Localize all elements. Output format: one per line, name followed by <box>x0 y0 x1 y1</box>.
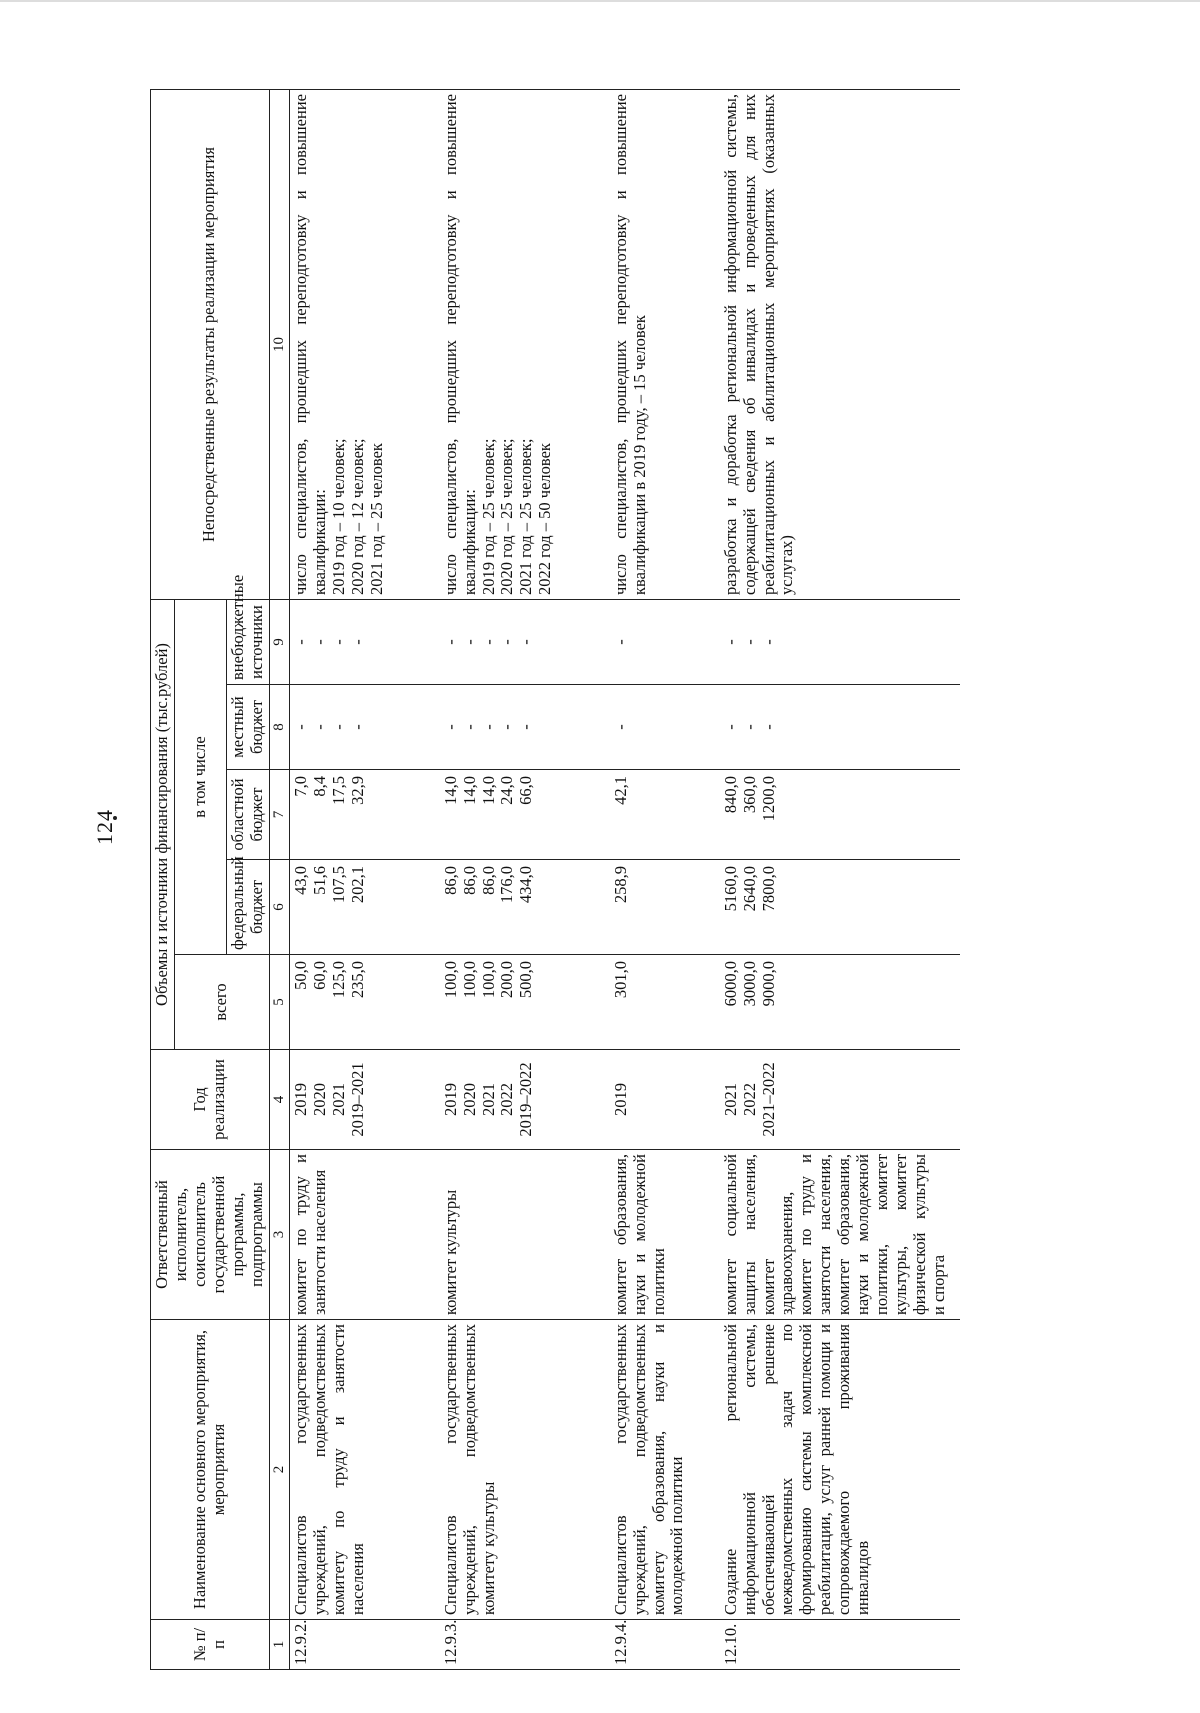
result-line: 2019 год – 25 человек; <box>478 438 498 595</box>
extra-value: - <box>347 639 367 645</box>
column-number: 8 <box>269 685 289 770</box>
extra-value: - <box>758 639 778 645</box>
result-line: 2022 год – 50 человек <box>535 443 555 595</box>
row-name: Специалистов государственных учреждений, подведомственных комитету образования, науки и молодежной политики <box>610 1320 720 1620</box>
year-value: 2019 <box>291 1083 311 1116</box>
row-total <box>720 955 960 1050</box>
total-value: 100,0 <box>478 961 498 999</box>
extra-value: - <box>739 639 759 645</box>
regional-value: 8,4 <box>310 776 330 797</box>
result-line: 2020 год – 12 человек; <box>347 438 367 595</box>
row-extra <box>290 600 440 685</box>
federal-value: 86,0 <box>478 866 498 895</box>
header-total: всего <box>174 955 269 1050</box>
result-text: число специалистов, прошедших переподготовку и повышение квалификации: <box>440 94 479 595</box>
regional-value: 1200,0 <box>758 776 778 822</box>
header-federal: федеральный бюджет <box>226 860 269 955</box>
year-value: 2022 <box>497 1083 517 1116</box>
year-value: 2020 <box>310 1083 330 1116</box>
row-federal <box>290 860 440 955</box>
local-value: - <box>329 724 348 730</box>
extra-value: - <box>459 639 479 645</box>
row-result <box>610 90 720 600</box>
result-text: число специалистов, прошедших переподготовку и повышение квалификации в 2019 году, – 15 человек <box>610 94 649 595</box>
row-name: Специалистов государственных учреждений, подведомственных комитету по труду и занятости населения <box>290 1320 440 1620</box>
row-regional <box>290 770 440 860</box>
header-local: местный бюджет <box>226 685 269 770</box>
result-line: 2021 год – 25 человек <box>366 443 386 595</box>
local-value: - <box>291 724 311 730</box>
federal-value: 258,9 <box>610 866 630 904</box>
extra-value: - <box>720 639 740 645</box>
local-value: - <box>610 724 630 730</box>
row-total <box>610 955 720 1050</box>
row-executor: комитет культуры <box>440 1150 610 1320</box>
regional-value: 7,0 <box>291 776 311 797</box>
total-value: 9000,0 <box>758 961 778 1007</box>
local-value: - <box>310 724 330 730</box>
year-value: 2022 <box>739 1083 759 1116</box>
row-extra <box>720 600 960 685</box>
local-value: - <box>497 724 517 730</box>
total-value: 500,0 <box>516 961 536 999</box>
year-value: 2019–2021 <box>347 1062 367 1137</box>
local-value: - <box>516 724 536 730</box>
row-result <box>720 90 960 600</box>
row-regional <box>720 770 960 860</box>
year-value: 2019 <box>440 1083 460 1116</box>
federal-value: 43,0 <box>291 866 311 895</box>
row-regional <box>440 770 610 860</box>
regional-value: 360,0 <box>739 776 759 814</box>
header-num: № п/п <box>151 1620 270 1670</box>
header-regional: областной бюджет <box>226 770 269 860</box>
local-value: - <box>459 724 479 730</box>
row-local <box>720 685 960 770</box>
extra-value: - <box>478 639 498 645</box>
result-text: число специалистов, прошедших переподготовку и повышение квалификации: <box>291 94 330 595</box>
row-result <box>290 90 440 600</box>
header-incl: в том числе <box>174 600 226 955</box>
row-local <box>610 685 720 770</box>
regional-value: 14,0 <box>440 776 460 805</box>
regional-value: 840,0 <box>720 776 740 814</box>
local-value: - <box>739 724 759 730</box>
total-value: 50,0 <box>291 961 311 990</box>
local-value: - <box>720 724 740 730</box>
federal-value: 86,0 <box>440 866 460 895</box>
table-row <box>610 90 720 1670</box>
total-value: 3000,0 <box>739 961 759 1007</box>
regional-value: 24,0 <box>497 776 517 805</box>
federal-value: 86,0 <box>459 866 479 895</box>
page-number: 124 <box>92 809 117 845</box>
header-name: Наименование основного мероприятия, мероприятия <box>151 1320 270 1620</box>
header-executor: Ответственный исполнитель, соисполнитель государственной программы, подпрограммы <box>151 1150 270 1320</box>
row-years <box>610 1050 720 1150</box>
row-extra <box>610 600 720 685</box>
row-federal <box>440 860 610 955</box>
result-line: 2020 год – 25 человек; <box>497 438 517 595</box>
row-number: 12.9.4. <box>610 1620 720 1670</box>
row-regional <box>610 770 720 860</box>
year-value: 2020 <box>459 1083 479 1116</box>
table-row <box>290 90 440 1670</box>
table-row <box>440 90 610 1670</box>
row-years <box>290 1050 440 1150</box>
extra-value: - <box>329 639 348 645</box>
column-number: 9 <box>269 600 289 685</box>
row-local <box>440 685 610 770</box>
year-value: 2019–2022 <box>516 1062 536 1137</box>
result-line: 2021 год – 25 человек; <box>516 438 536 595</box>
column-number: 2 <box>269 1320 289 1620</box>
row-years <box>440 1050 610 1150</box>
funding-table <box>150 89 960 1670</box>
total-value: 100,0 <box>440 961 460 999</box>
column-number-row <box>269 90 289 1670</box>
column-number: 7 <box>269 770 289 860</box>
row-number: 12.10. <box>720 1620 960 1670</box>
local-value: - <box>478 724 498 730</box>
local-value: - <box>758 724 778 730</box>
federal-value: 7800,0 <box>758 866 778 912</box>
year-value: 2019 <box>610 1083 630 1116</box>
extra-value: - <box>610 639 630 645</box>
row-federal <box>610 860 720 955</box>
header-funding: Объемы и источники финансирования (тыс.рублей) <box>151 600 175 1050</box>
local-value: - <box>440 724 460 730</box>
row-name: Создание региональной информационной системы, обеспечивающей решение межведомственных задач по формированию системы комплексной реабилитации, услуг ранней помощи и сопровождаемого проживания инвалидов <box>720 1320 960 1620</box>
federal-value: 2640,0 <box>739 866 759 912</box>
extra-value: - <box>310 639 330 645</box>
header-results: Непосредственные результаты реализации мероприятия <box>151 90 270 600</box>
regional-value: 17,5 <box>329 776 348 805</box>
total-value: 60,0 <box>310 961 330 990</box>
column-number: 4 <box>269 1050 289 1150</box>
column-number: 10 <box>269 90 289 600</box>
federal-value: 107,5 <box>329 866 348 904</box>
total-value: 100,0 <box>459 961 479 999</box>
total-value: 6000,0 <box>720 961 740 1007</box>
result-text: разработка и доработка региональной информационной системы, содержащей сведения об инвалидах и проведенных для них реабилитационных и абилитационных мероприятиях (оказанных услугах) <box>720 94 797 595</box>
extra-value: - <box>516 639 536 645</box>
total-value: 301,0 <box>610 961 630 999</box>
row-total <box>290 955 440 1050</box>
total-value: 200,0 <box>497 961 517 999</box>
row-years <box>720 1050 960 1150</box>
regional-value: 66,0 <box>516 776 536 805</box>
year-value: 2021–2022 <box>758 1062 778 1137</box>
federal-value: 5160,0 <box>720 866 740 912</box>
column-number: 6 <box>269 860 289 955</box>
regional-value: 32,9 <box>347 776 367 805</box>
local-value: - <box>347 724 367 730</box>
row-number: 12.9.2. <box>290 1620 440 1670</box>
extra-value: - <box>291 639 311 645</box>
column-number: 5 <box>269 955 289 1050</box>
row-name: Специалистов государственных учреждений, подведомственных комитету культуры <box>440 1320 610 1620</box>
header-extra: внебюджетные источники <box>226 600 269 685</box>
extra-value: - <box>440 639 460 645</box>
total-value: 235,0 <box>347 961 367 999</box>
federal-value: 202,1 <box>347 866 367 904</box>
regional-value: 42,1 <box>610 776 630 805</box>
row-total <box>440 955 610 1050</box>
year-value: 2021 <box>720 1083 740 1116</box>
column-number: 3 <box>269 1150 289 1320</box>
row-executor: комитет социальной защиты населения, комитет здравоохранения, комитет по труду и занятости населения, комитет образования, науки и молодежной политики, комитет культуры, комитет физической культуры и спорта <box>720 1150 960 1320</box>
extra-value: - <box>497 639 517 645</box>
header-year: Год реализации <box>151 1050 270 1150</box>
total-value: 125,0 <box>329 961 348 999</box>
row-number: 12.9.3. <box>440 1620 610 1670</box>
row-extra <box>440 600 610 685</box>
year-value: 2021 <box>478 1083 498 1116</box>
federal-value: 51,6 <box>310 866 330 895</box>
federal-value: 176,0 <box>497 866 517 904</box>
row-federal <box>720 860 960 955</box>
year-value: 2021 <box>329 1083 348 1116</box>
scan-edge-line <box>0 0 1200 2</box>
rotated-table-container <box>150 90 1150 1670</box>
row-executor: комитет образования, науки и молодежной политики <box>610 1150 720 1320</box>
row-result <box>440 90 610 600</box>
result-line: 2019 год – 10 человек; <box>329 438 348 595</box>
column-number: 1 <box>269 1620 289 1670</box>
regional-value: 14,0 <box>478 776 498 805</box>
table-row <box>720 90 960 1670</box>
row-executor: комитет по труду и занятости населения <box>290 1150 440 1320</box>
federal-value: 434,0 <box>516 866 536 904</box>
row-local <box>290 685 440 770</box>
regional-value: 14,0 <box>459 776 479 805</box>
